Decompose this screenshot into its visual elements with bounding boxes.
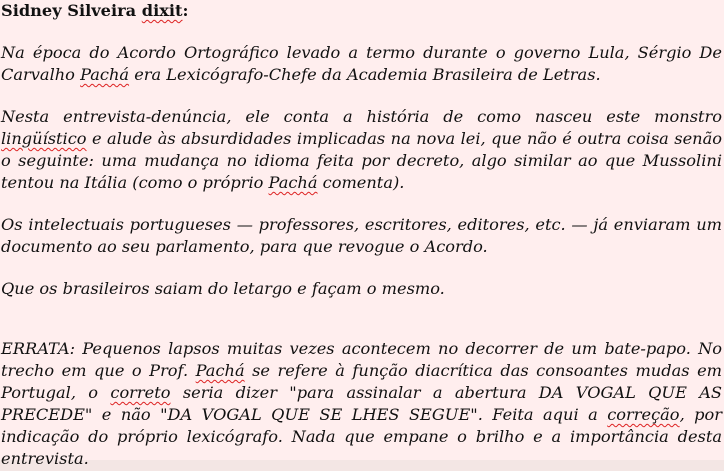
errata-word-correcao: correção [607,405,680,424]
paragraph-portuguese: Os intelectuais portugueses — professores, escritores, editores, etc. — já enviaram um documento ao seu parlamento, para que revogue o Acordo. [1,215,722,256]
paragraph-interview-text-2: e alude às absurdidades implicadas na nova lei, que não é outra coisa senão o seguinte: uma mudança no idioma feita por decreto, algo similar ao que Mussolini tentou na Itália (como o próprio [1,129,722,192]
paragraph-interview-name: Pachá [268,173,318,192]
errata-text-1: ERRATA: Pequenos lapsos muitas vezes acontecem no decorrer de um bate-papo. No trecho em que o Prof. [1,339,722,380]
paragraph-intro [1,42,722,86]
heading-verb: dixit [141,1,183,20]
paragraph-errata [1,338,722,470]
paragraph-interview-text-1: Nesta entrevista-denúncia, ele conta a história de como nasceu este monstro [1,107,722,126]
paragraph-interview-text-3: comenta). [317,173,405,192]
heading-author: Sidney Silveira [1,1,137,20]
paragraph-intro-name: Pachá [80,65,130,84]
paragraph-interview [1,106,722,194]
errata-text-4: , por indicação do próprio lexicógrafo. Nada que empane o brilho e a importância desta entrevista. [1,405,723,468]
paragraph-intro-text-2: era Lexicógrafo-Chefe da Academia Brasileira de Letras. [129,65,601,84]
post-heading [1,0,722,21]
paragraph-interview-word: lingüístico [1,129,87,148]
heading-colon: : [182,1,189,20]
errata-text-2: se refere à função diacrítica das consoantes mudas em Portugal, o [1,361,722,402]
paragraph-call-to-action: Que os brasileiros saiam do letargo e façam o mesmo. [1,279,445,298]
errata-name: Pachá [195,361,245,380]
errata-word-correto: correto [110,383,171,402]
paragraph-intro-text-1: Na época do Acordo Ortográfico levado a termo durante o governo Lula, Sérgio De Carvalho [1,43,722,84]
errata-text-3: seria dizer "para assinalar a abertura DA VOGAL QUE AS PRECEDE" e não "DA VOGAL QUE SE LHES SEGUE". Feita aqui a [1,383,722,424]
